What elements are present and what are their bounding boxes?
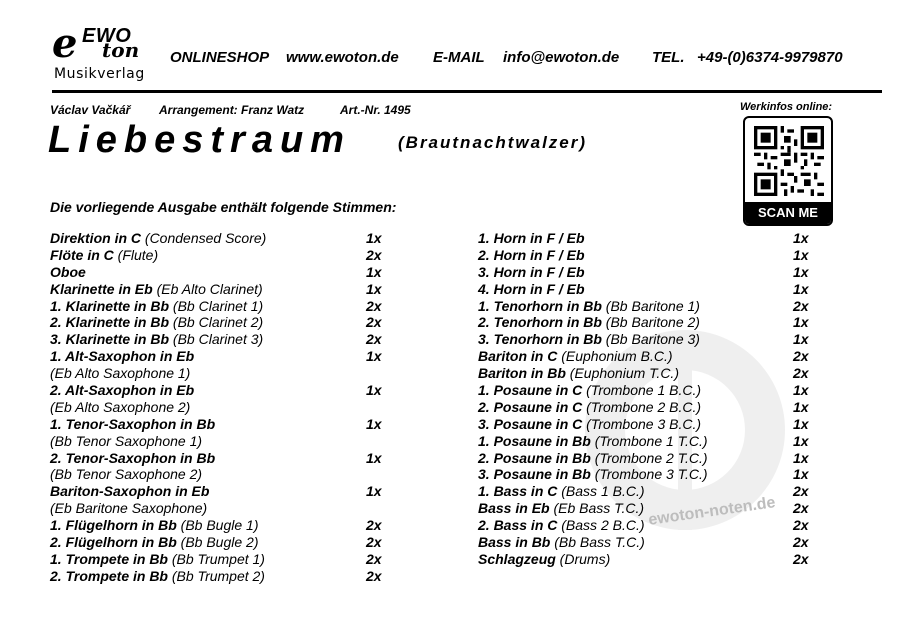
part-label xyxy=(50,399,190,416)
part-name: Bariton in C xyxy=(478,348,558,365)
part-count: 1x xyxy=(366,280,382,297)
part-count: 2x xyxy=(793,500,809,517)
article-number: Art.-Nr. 1495 xyxy=(340,103,411,117)
part-label xyxy=(50,298,263,315)
qr-code-icon xyxy=(754,126,824,196)
part-english-name: (Flute) xyxy=(113,246,159,263)
part-count: 2x xyxy=(793,365,809,382)
part-label xyxy=(50,500,207,517)
part-count: 1x xyxy=(793,246,809,263)
part-count: 2x xyxy=(793,483,809,500)
part-name: 3. Posaune in Bb xyxy=(478,466,591,483)
part-count: 1x xyxy=(793,415,809,432)
part-label xyxy=(50,314,263,331)
part-english-name: (Bb Bass T.C.) xyxy=(550,534,645,551)
part-name: 3. Tenorhorn in Bb xyxy=(478,331,602,348)
part-name: 2. Klarinette in Bb xyxy=(50,314,170,331)
part-count: 1x xyxy=(366,382,382,399)
part-english-name: (Bb Baritone 2) xyxy=(601,314,700,331)
part-english-name: (Trombone 2 T.C.) xyxy=(590,449,708,466)
part-count: 2x xyxy=(793,550,809,567)
part-english-name: (Eb Alto Saxophone 2) xyxy=(50,398,191,415)
part-count: 2x xyxy=(366,297,382,314)
part-label xyxy=(50,517,259,534)
part-name: Oboe xyxy=(50,263,86,280)
logo-ewo: EWO xyxy=(82,25,132,47)
part-label xyxy=(478,500,644,517)
part-english-name: (Trombone 1 B.C.) xyxy=(582,382,702,399)
part-label xyxy=(50,466,202,483)
part-label xyxy=(50,416,215,433)
part-label xyxy=(478,382,701,399)
part-label xyxy=(478,534,645,551)
part-name: Bass in Eb xyxy=(478,500,550,517)
part-label xyxy=(478,298,700,315)
part-english-name: (Trombone 1 T.C.) xyxy=(590,432,708,449)
part-name: Flöte in C xyxy=(50,246,114,263)
part-english-name: (Bb Tenor Saxophone 1) xyxy=(50,432,203,449)
watermark-text: ewoton-noten.de xyxy=(647,494,777,529)
part-label xyxy=(50,264,86,281)
part-english-name: (Trombone 3 T.C.) xyxy=(590,466,708,483)
part-name: 4. Horn in F / Eb xyxy=(478,280,585,297)
part-label xyxy=(478,348,673,365)
logo-musikverlag: Musikverlag xyxy=(54,66,145,82)
part-count: 2x xyxy=(366,567,382,584)
part-name: 2. Posaune in C xyxy=(478,398,583,415)
part-count: 1x xyxy=(793,230,809,246)
website-link[interactable]: www.ewoton.de xyxy=(286,49,399,66)
part-count: 2x xyxy=(366,314,382,331)
part-count: 1x xyxy=(793,382,809,399)
part-name: 1. Posaune in C xyxy=(478,382,583,399)
part-name: 2. Tenor-Saxophon in Bb xyxy=(50,449,216,466)
part-name: Bass in Bb xyxy=(478,534,551,551)
arrangement: Arrangement: Franz Watz xyxy=(159,103,305,117)
part-english-name: (Bb Tenor Saxophone 2) xyxy=(50,466,203,483)
part-label xyxy=(478,416,701,433)
part-label xyxy=(50,331,263,348)
part-count: 1x xyxy=(366,415,382,432)
intro-text: Die vorliegende Ausgabe enthält folgende Stimmen: xyxy=(50,199,397,215)
onlineshop-label: ONLINESHOP xyxy=(170,49,270,66)
part-label xyxy=(50,348,194,365)
part-count: 1x xyxy=(366,230,382,246)
part-count: 2x xyxy=(366,246,382,263)
logo-ton: ton xyxy=(102,38,140,62)
part-label xyxy=(50,433,202,450)
part-count: 2x xyxy=(793,348,809,365)
ewoton-logo xyxy=(52,22,162,84)
part-english-name: (Eb Baritone Saxophone) xyxy=(50,500,208,517)
part-name: 3. Posaune in C xyxy=(478,415,583,432)
part-name: 1. Klarinette in Bb xyxy=(50,297,170,314)
part-count: 1x xyxy=(793,432,809,449)
part-english-name: (Drums) xyxy=(555,550,611,567)
part-name: 1. Alt-Saxophon in Eb xyxy=(50,348,195,365)
logo-e-mark: e xyxy=(52,20,78,67)
part-count: 1x xyxy=(793,280,809,297)
part-count: 1x xyxy=(366,263,382,280)
part-english-name: (Condensed Score) xyxy=(141,230,267,246)
part-english-name: (Trombone 3 B.C.) xyxy=(582,415,702,432)
part-label xyxy=(478,433,708,450)
part-count: 1x xyxy=(793,314,809,331)
part-name: 1. Tenor-Saxophon in Bb xyxy=(50,415,216,432)
part-english-name: (Bb Bugle 2) xyxy=(176,534,259,551)
part-name: 1. Tenorhorn in Bb xyxy=(478,297,602,314)
part-count: 2x xyxy=(793,534,809,551)
page-subtitle: (Brautnachtwalzer) xyxy=(398,133,588,152)
part-name: Bariton in Bb xyxy=(478,365,566,382)
part-count: 2x xyxy=(366,550,382,567)
part-name: 1. Bass in C xyxy=(478,483,558,500)
part-count: 1x xyxy=(793,331,809,348)
part-label xyxy=(50,568,265,585)
part-label xyxy=(478,281,585,298)
part-name: 2. Trompete in Bb xyxy=(50,567,168,584)
part-count: 1x xyxy=(793,449,809,466)
part-label xyxy=(478,331,700,348)
part-label xyxy=(478,314,700,331)
part-label xyxy=(478,247,585,264)
tel-label: TEL. xyxy=(652,49,685,66)
part-name: 2. Posaune in Bb xyxy=(478,449,591,466)
part-label xyxy=(50,382,194,399)
part-english-name: (Bass 2 B.C.) xyxy=(557,517,645,534)
part-label xyxy=(478,365,679,382)
header-divider xyxy=(52,90,882,93)
part-count: 1x xyxy=(793,466,809,483)
part-count: 2x xyxy=(366,331,382,348)
part-name: 3. Horn in F / Eb xyxy=(478,263,585,280)
part-english-name: (Bb Trumpet 2) xyxy=(167,567,265,584)
part-label xyxy=(50,230,266,247)
part-name: Direktion in C xyxy=(50,230,142,246)
part-count: 2x xyxy=(793,297,809,314)
part-english-name: (Eb Alto Saxophone 1) xyxy=(50,365,191,382)
part-label xyxy=(478,551,610,568)
page-title: Liebestraum xyxy=(48,119,351,161)
part-english-name: (Euphonium B.C.) xyxy=(557,348,673,365)
part-label xyxy=(50,247,158,264)
part-label xyxy=(50,281,263,298)
part-count: 1x xyxy=(366,348,382,365)
part-name: Klarinette in Eb xyxy=(50,280,153,297)
part-count: 1x xyxy=(366,483,382,500)
part-label xyxy=(50,450,215,467)
part-label xyxy=(478,517,645,534)
qr-code-button[interactable] xyxy=(743,116,833,226)
part-english-name: (Bb Clarinet 1) xyxy=(169,297,264,314)
part-name: 1. Trompete in Bb xyxy=(50,550,168,567)
part-name: 3. Klarinette in Bb xyxy=(50,331,170,348)
part-name: 2. Flügelhorn in Bb xyxy=(50,534,177,551)
part-label xyxy=(478,466,708,483)
part-name: 1. Flügelhorn in Bb xyxy=(50,517,177,534)
phone-number: +49-(0)6374-9979870 xyxy=(697,49,843,66)
part-label xyxy=(478,264,585,281)
part-english-name: (Euphonium T.C.) xyxy=(565,365,679,382)
part-label xyxy=(478,450,708,467)
part-english-name: (Bb Baritone 1) xyxy=(601,297,700,314)
part-name: 2. Horn in F / Eb xyxy=(478,246,585,263)
part-english-name: (Bb Trumpet 1) xyxy=(167,550,265,567)
part-name: 1. Horn in F / Eb xyxy=(478,230,585,246)
part-name: 2. Alt-Saxophon in Eb xyxy=(50,382,195,399)
part-count: 1x xyxy=(366,449,382,466)
scan-me-label: SCAN ME xyxy=(745,202,831,224)
part-english-name: (Bb Clarinet 2) xyxy=(169,314,264,331)
part-label xyxy=(50,365,190,382)
part-name: Schlagzeug xyxy=(478,550,556,567)
email-link[interactable]: info@ewoton.de xyxy=(503,49,620,66)
part-count: 1x xyxy=(793,398,809,415)
part-name: 2. Tenorhorn in Bb xyxy=(478,314,602,331)
composer: Václav Vačkář xyxy=(50,103,131,117)
qr-label: Werkinfos online: xyxy=(740,101,833,113)
part-name: Bariton-Saxophon in Eb xyxy=(50,483,210,500)
part-label xyxy=(50,551,265,568)
email-label: E-MAIL xyxy=(433,49,485,66)
part-label xyxy=(478,230,585,247)
part-english-name: (Bb Clarinet 3) xyxy=(169,331,264,348)
part-count: 1x xyxy=(793,263,809,280)
part-name: 1. Posaune in Bb xyxy=(478,432,591,449)
part-english-name: (Trombone 2 B.C.) xyxy=(582,398,702,415)
part-label xyxy=(50,534,259,551)
part-count: 2x xyxy=(793,517,809,534)
part-english-name: (Bb Baritone 3) xyxy=(601,331,700,348)
part-english-name: (Bb Bugle 1) xyxy=(176,517,259,534)
part-english-name: (Eb Bass T.C.) xyxy=(549,500,644,517)
part-label xyxy=(478,399,701,416)
part-count: 2x xyxy=(366,534,382,551)
part-name: 2. Bass in C xyxy=(478,517,558,534)
part-count: 2x xyxy=(366,517,382,534)
part-label xyxy=(478,483,645,500)
part-label xyxy=(50,483,209,500)
part-english-name: (Eb Alto Clarinet) xyxy=(152,280,263,297)
part-english-name: (Bass 1 B.C.) xyxy=(557,483,645,500)
